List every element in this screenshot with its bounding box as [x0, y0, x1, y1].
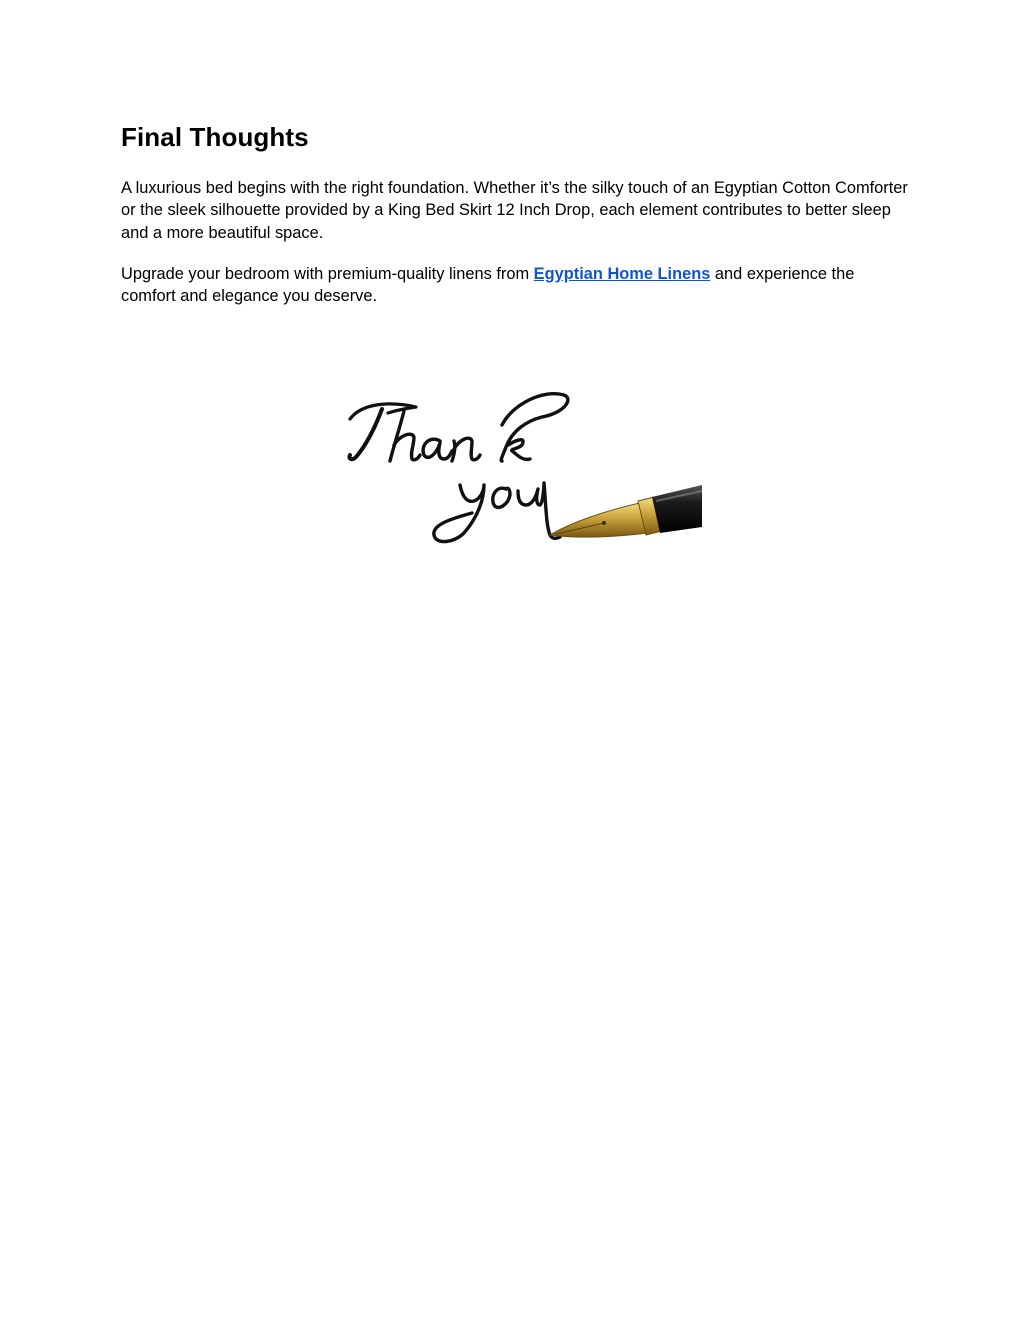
cta-text-after: and experience the comfort and elegance you deserve.: [121, 265, 855, 306]
cta-text-before: Upgrade your bedroom with premium-quality linens from: [121, 265, 534, 283]
thank-you-lettering: [349, 394, 567, 542]
fountain-pen-icon: [550, 485, 702, 537]
egyptian-home-linens-link[interactable]: Egyptian Home Linens: [533, 265, 711, 283]
paragraph-cta: [121, 263, 911, 308]
thank-you-image: [342, 385, 702, 560]
paragraph-intro: A luxurious bed begins with the right foundation. Whether it’s the silky touch of an Egyptian Cotton Comforter or the sleek silhouette provided by a King Bed Skirt 12 Inch Drop, each element contributes to better sleep and a more beautiful space.: [121, 179, 908, 242]
page-title: Final Thoughts: [121, 122, 309, 152]
